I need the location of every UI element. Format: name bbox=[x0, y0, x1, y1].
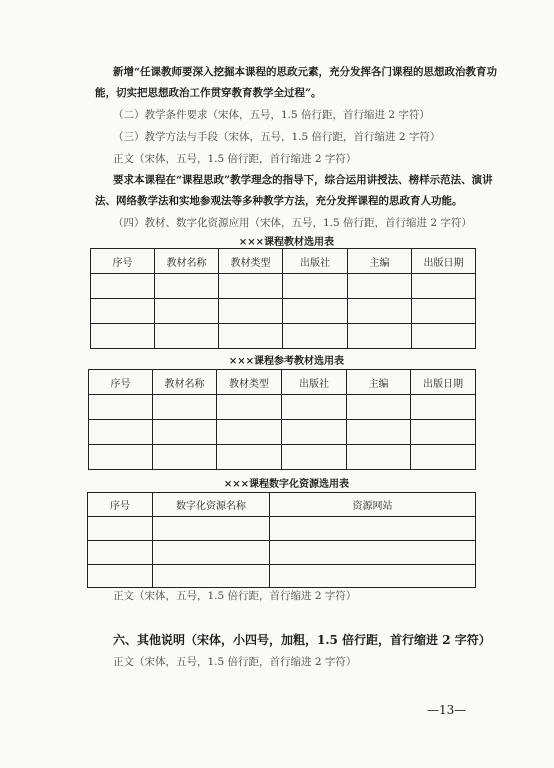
body-text-1: 正文（宋体，五号，1.5 倍行距，首行缩进 2 字符） bbox=[113, 153, 357, 165]
table2-header-cell: 教材类型 bbox=[217, 370, 282, 395]
section-4-heading: （四）教材、数字化资源应用（宋体，五号，1.5 倍行距，首行缩进 2 字符） bbox=[113, 217, 472, 229]
table-row bbox=[91, 324, 476, 349]
requirement-line-1: 要求本课程在“课程思政”教学理念的指导下，综合运用讲授法、榜样示范法、演讲 bbox=[113, 174, 493, 186]
table1-header-cell: 主编 bbox=[348, 249, 412, 274]
table3-header-cell: 资源网站 bbox=[270, 493, 476, 517]
body-text-2: 正文（宋体，五号，1.5 倍行距，首行缩进 2 字符） bbox=[113, 590, 357, 602]
table-row bbox=[89, 395, 476, 420]
table-row bbox=[88, 541, 476, 565]
table1-header-cell: 序号 bbox=[91, 249, 155, 274]
table3-header-cell: 数字化资源名称 bbox=[153, 493, 270, 517]
table3-digital-resource-selection bbox=[87, 492, 476, 588]
section-3-heading: （三）教学方法与手段（宋体，五号，1.5 倍行距，首行缩进 2 字符） bbox=[113, 131, 441, 143]
table1-caption: ×××课程教材选用表 bbox=[238, 237, 335, 248]
requirement-line-2: 法、网络教学法和实地参观法等多种教学方法，充分发挥课程的思政育人功能。 bbox=[95, 195, 463, 207]
table-row bbox=[88, 517, 476, 541]
body-text-3: 正文（宋体，五号，1.5 倍行距，首行缩进 2 字符） bbox=[113, 656, 357, 668]
section-2-heading: （二）教学条件要求（宋体，五号，1.5 倍行距，首行缩进 2 字符） bbox=[113, 109, 430, 121]
table1-header-cell: 教材名称 bbox=[155, 249, 219, 274]
intro-line-1: 新增“任课教师要深入挖掘本课程的思政元素，充分发挥各门课程的思想政治教育功 bbox=[113, 66, 498, 78]
table1-header-cell: 出版社 bbox=[283, 249, 348, 274]
table2-caption: ×××课程参考教材选用表 bbox=[228, 356, 345, 367]
table2-header-cell: 出版日期 bbox=[411, 370, 476, 395]
table3-caption: ×××课程数字化资源选用表 bbox=[223, 479, 350, 490]
table-row bbox=[89, 445, 476, 470]
intro-line-2: 能，切实把思想政治工作贯穿教育教学全过程”。 bbox=[95, 87, 322, 99]
table1-header-cell: 教材类型 bbox=[219, 249, 283, 274]
table2-reference-textbook-selection bbox=[88, 369, 476, 470]
table2-header-cell: 出版社 bbox=[282, 370, 347, 395]
section-6-heading: 六、其他说明（宋体，小四号，加粗，1.5 倍行距，首行缩进 2 字符） bbox=[113, 633, 491, 647]
table2-header-cell: 主编 bbox=[347, 370, 411, 395]
table1-header-cell: 出版日期 bbox=[412, 249, 476, 274]
page-number: —13— bbox=[427, 703, 467, 717]
table2-header-cell: 教材名称 bbox=[153, 370, 217, 395]
table2-header-cell: 序号 bbox=[89, 370, 153, 395]
table3-header-cell: 序号 bbox=[88, 493, 153, 517]
table1-textbook-selection bbox=[90, 248, 476, 349]
table-row bbox=[91, 299, 476, 324]
table-row bbox=[89, 420, 476, 445]
table-row bbox=[91, 274, 476, 299]
table-row bbox=[88, 565, 476, 588]
